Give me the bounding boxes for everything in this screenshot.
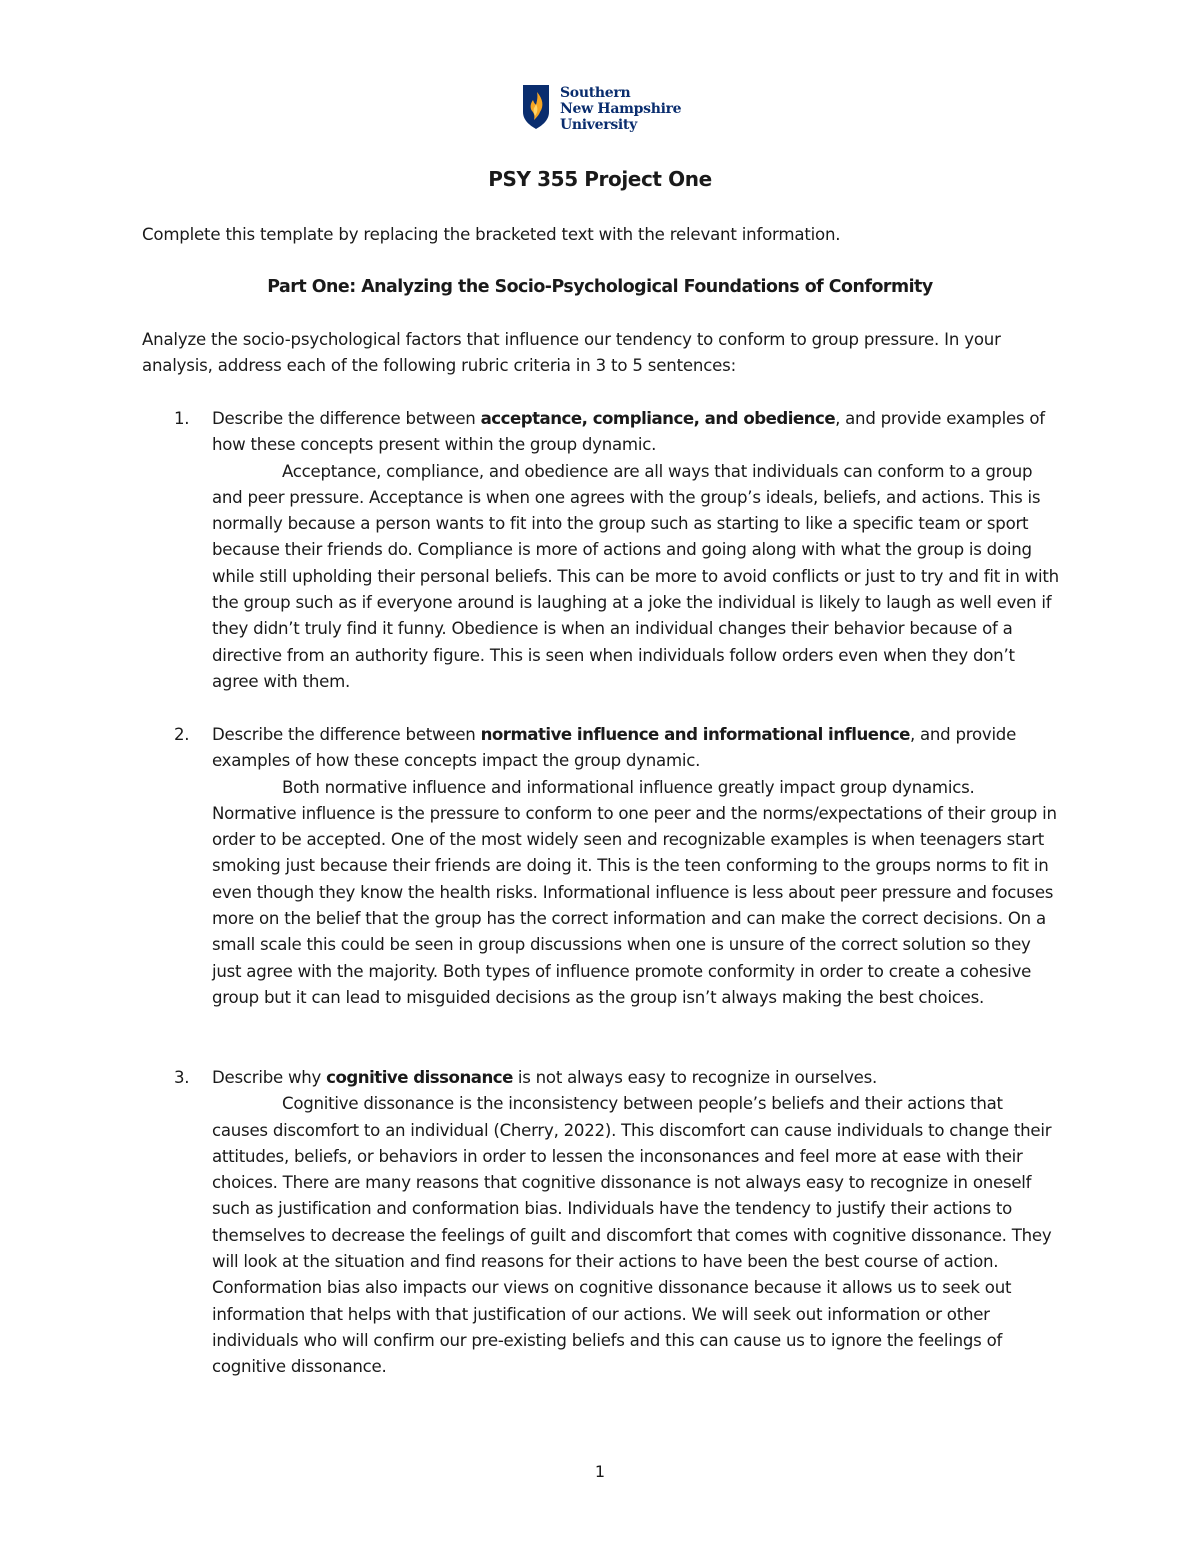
question-answer: Cognitive dissonance is the inconsistency between people’s beliefs and their actions that causes discomfort to an individual (Cherry, 2022). This discomfort can cause individuals to change their attitudes, beliefs, or behaviors in order to lessen the inconsonances and feel more at ease with their choices. There are many reasons that cognitive dissonance is not always easy to recognize in oneself such as justification and conformation bias. Individuals have the tendency to justify their actions to themselves to decrease the feelings of guilt and discomfort that comes with cognitive dissonance. They will look at the situation and find reasons for their actions to have been the best course of action. Conformation bias also impacts our views on cognitive dissonance because it allows us to seek out information that helps with that justification of our actions. We will seek out information or other individuals who will confirm our pre-existing beliefs and this can cause us to ignore the feelings of cognitive dissonance. <box>212 1094 1052 1377</box>
document-title: PSY 355 Project One <box>488 167 712 191</box>
question-item <box>142 406 1062 695</box>
question-prompt: Describe the difference between acceptance, compliance, and obedience, and provide examples of how these concepts present within the group dynamic. <box>212 409 1045 455</box>
logo-wordmark <box>560 85 681 133</box>
question-number: 1. <box>174 409 190 428</box>
flame-shield-icon <box>522 84 550 130</box>
page-number: 1 <box>594 1462 606 1481</box>
question-key-terms: normative influence and informational influence <box>480 725 910 744</box>
logo-line-3: University <box>560 117 637 133</box>
analyze-instruction: Analyze the socio-psychological factors that influence our tendency to conform to group pressure. In your analysis, address each of the following rubric criteria in 3 to 5 sentences: <box>142 330 1001 376</box>
question-number: 3. <box>174 1068 190 1087</box>
question-prompt: Describe why cognitive dissonance is not always easy to recognize in ourselves. <box>212 1068 878 1087</box>
question-key-terms: cognitive dissonance <box>326 1068 513 1087</box>
question-number: 2. <box>174 725 190 744</box>
logo-line-2: New Hampshire <box>560 101 682 117</box>
question-item <box>142 722 1062 1011</box>
question-key-terms: acceptance, compliance, and obedience <box>480 409 836 428</box>
intro-instruction: Complete this template by replacing the bracketed text with the relevant information. <box>142 225 841 244</box>
question-answer: Acceptance, compliance, and obedience are all ways that individuals can conform to a group and peer pressure. Acceptance is when one agrees with the group’s ideals, beliefs, and actions. This is normally because a person wants to fit into the group such as starting to like a specific team or sport because their friends do. Compliance is more of actions and going along with what the group is doing while still upholding their personal beliefs. This can be more to avoid conflicts or just to try and fit in with the group such as if everyone around is laughing at a joke the individual is likely to laugh as well even if they didn’t truly find it funny. Obedience is when an individual changes their behavior because of a directive from an authority figure. This is seen when individuals follow orders even when they don’t agree with them. <box>212 461 1059 691</box>
question-item <box>142 1065 1062 1381</box>
part-one-heading: Part One: Analyzing the Socio-Psychological Foundations of Conformity <box>267 277 933 297</box>
question-prompt: Describe the difference between normative influence and informational influence, and provide examples of how these concepts impact the group dynamic. <box>212 725 1017 771</box>
question-answer: Both normative influence and informational influence greatly impact group dynamics. Normative influence is the pressure to conform to one peer and the norms/expectations of their group in order to be accepted. One of the most widely seen and recognizable examples is when teenagers start smoking just because their friends are doing it. This is the teen conforming to the groups norms to fit in even though they know the health risks. Informational influence is less about peer pressure and focuses more on the belief that the group has the correct information and can make the correct decisions. On a small scale this could be seen in group discussions when one is unsure of the correct solution so they just agree with the majority. Both types of influence promote conformity in order to create a cohesive group but it can lead to misguided decisions as the group isn’t always making the best choices. <box>212 777 1057 1007</box>
logo-line-1: Southern <box>560 85 631 101</box>
university-logo <box>522 84 692 134</box>
